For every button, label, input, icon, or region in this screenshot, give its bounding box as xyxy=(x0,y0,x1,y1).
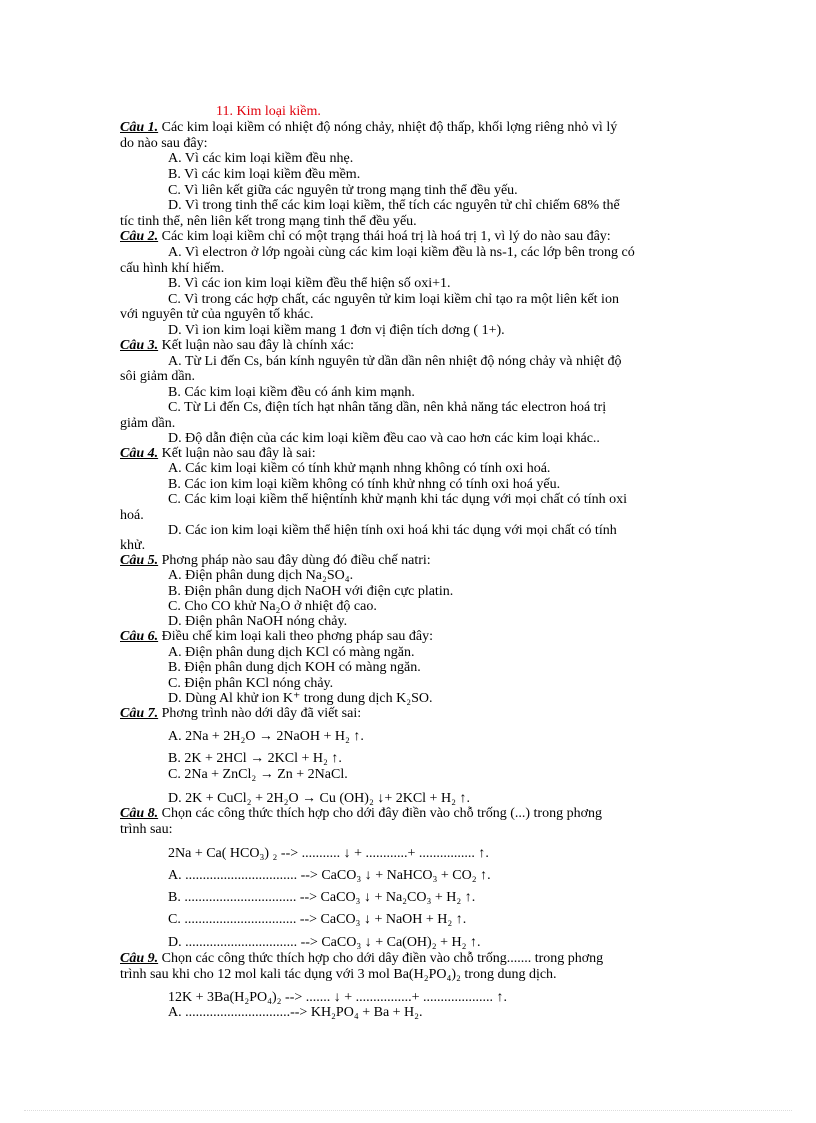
text-line xyxy=(168,990,507,1006)
text-line xyxy=(168,660,421,676)
line-text: A. ..............................--> KH₂PO₄ + Ba + H₂. xyxy=(168,1005,423,1020)
text-line xyxy=(168,183,518,199)
text-line xyxy=(168,846,489,862)
line-text: cấu hình khí hiếm. xyxy=(120,261,225,276)
text-line xyxy=(168,276,451,292)
text-line xyxy=(168,614,347,630)
line-text: Phơng trình nào dới dây đã viết sai: xyxy=(158,706,362,721)
line-text: Các kim loại kiềm chỉ có một trạng thái hoá trị là hoá trị 1, vì lý do nào sau đây: xyxy=(158,229,611,244)
line-text: D. 2K + CuCl₂ + 2H₂O → Cu (OH)₂ ↓+ 2KCl + H₂ ↑. xyxy=(168,791,470,806)
text-line xyxy=(168,729,364,745)
text-line xyxy=(168,676,333,692)
text-line xyxy=(120,214,417,230)
question-heading-line xyxy=(120,446,316,462)
question-label: Câu 2. xyxy=(120,229,159,244)
line-text: do nào sau đây: xyxy=(120,136,208,151)
text-line xyxy=(168,599,377,615)
line-text: với nguyên tử của nguyên tố khác. xyxy=(120,307,314,322)
line-text: D. Vì ion kim loại kiềm mang 1 đơn vị điện tích dơng ( 1+). xyxy=(168,323,505,338)
line-text: D. Dùng Al khử ion K⁺ trong dung dịch K₂SO. xyxy=(168,691,433,706)
line-text: A. Các kim loại kiềm có tính khử mạnh nhng không có tính oxi hoá. xyxy=(168,461,551,476)
text-line xyxy=(168,868,491,884)
question-label: Câu 4. xyxy=(120,446,159,461)
question-label: Câu 6. xyxy=(120,629,159,644)
line-text: D. Các ion kim loại kiềm thể hiện tính oxi hoá khi tác dụng với mọi chất có tính xyxy=(168,523,617,538)
text-line xyxy=(168,385,415,401)
line-text: Phơng pháp nào sau đây dùng đó điều chế natri: xyxy=(158,553,431,568)
text-line xyxy=(168,492,627,508)
question-heading-line xyxy=(120,553,431,569)
line-text: A. ................................ --> CaCO₃ ↓ + NaHCO₃ + CO₂ ↑. xyxy=(168,868,491,883)
line-text: Điều chế kim loại kali theo phơng pháp sau đây: xyxy=(158,629,434,644)
text-line xyxy=(168,477,560,493)
text-line xyxy=(168,198,620,214)
text-line xyxy=(168,431,600,447)
text-line xyxy=(120,261,224,277)
line-text: C. Từ Li đến Cs, điện tích hạt nhân tăng dần, nên khả năng tác electron hoá trị xyxy=(168,400,607,415)
question-heading-line xyxy=(120,629,433,645)
line-text: B. Vì các ion kim loại kiềm đều thể hiện số oxi+1. xyxy=(168,276,451,291)
text-line xyxy=(168,245,635,261)
question-heading-line xyxy=(120,120,617,136)
question-label: Câu 5. xyxy=(120,553,159,568)
text-line xyxy=(120,508,144,524)
text-line xyxy=(168,584,453,600)
text-line xyxy=(168,523,617,539)
text-line xyxy=(168,935,480,951)
line-text: D. Độ dẫn điện của các kim loại kiềm đều cao và cao hơn các kim loại khác.. xyxy=(168,431,600,446)
line-text: A. Vì các kim loại kiềm đều nhẹ. xyxy=(168,151,354,166)
text-line xyxy=(120,538,145,554)
line-text: C. Vì liên kết giữa các nguyên tử trong mạng tinh thể đều yếu. xyxy=(168,183,518,198)
question-heading-line xyxy=(120,706,361,722)
text-line xyxy=(168,912,466,928)
line-text: B. ................................ --> CaCO₃ ↓ + Na₂CO₃ + H₂ ↑. xyxy=(168,890,476,905)
line-text: C. 2Na + ZnCl₂ → Zn + 2NaCl. xyxy=(168,767,348,782)
text-line xyxy=(168,292,619,308)
text-line xyxy=(168,1005,423,1021)
text-line xyxy=(120,822,173,838)
question-label: Câu 9. xyxy=(120,951,159,966)
line-text: Các kim loại kiềm có nhiệt độ nóng chảy, nhiệt độ thấp, khối lợng riêng nhỏ vì lý xyxy=(158,120,618,135)
question-heading-line xyxy=(120,229,611,245)
line-text: giảm dần. xyxy=(120,416,176,431)
page-bottom-divider xyxy=(24,1110,792,1111)
text-line xyxy=(168,890,475,906)
line-text: B. 2K + 2HCl → 2KCl + H₂ ↑. xyxy=(168,751,342,766)
section-title: 11. Kim loại kiềm. xyxy=(216,104,321,119)
line-text: trình sau: xyxy=(120,822,173,837)
text-line xyxy=(168,645,415,661)
line-text: Chọn các công thức thích hợp cho dới dây điền vào chỗ trống....... trong phơng xyxy=(158,951,604,966)
line-text: khử. xyxy=(120,538,146,553)
line-text: Kết luận nào sau đây là sai: xyxy=(158,446,316,461)
line-text: C. ................................ --> CaCO₃ ↓ + NaOH + H₂ ↑. xyxy=(168,912,467,927)
text-line xyxy=(168,323,505,339)
line-text: A. 2Na + 2H₂O → 2NaOH + H₂ ↑. xyxy=(168,729,364,744)
line-text: Chọn các công thức thích hợp cho dới đây điền vào chỗ trống (...) trong phơng xyxy=(158,806,602,821)
line-text: B. Các kim loại kiềm đều có ánh kim mạnh. xyxy=(168,385,415,400)
line-text: B. Vì các kim loại kiềm đều mềm. xyxy=(168,167,361,182)
line-text: A. Từ Li đến Cs, bán kính nguyên tử dần dần nên nhiệt độ nóng chảy và nhiệt độ xyxy=(168,354,622,369)
text-line xyxy=(120,967,557,983)
line-text: B. Điện phân dung dịch NaOH với điện cực platin. xyxy=(168,584,454,599)
line-text: C. Điện phân KCl nóng chảy. xyxy=(168,676,334,691)
line-text: B. Điện phân dung dịch KOH có màng ngăn. xyxy=(168,660,421,675)
line-text: A. Điện phân dung dịch Na₂SO₄. xyxy=(168,568,354,583)
line-text: trình sau khi cho 12 mol kali tác dụng với 3 mol Ba(H₂PO₄)₂ trong dung dịch. xyxy=(120,967,557,982)
question-label: Câu 8. xyxy=(120,806,159,821)
line-text: B. Các ion kim loại kiềm không có tính khử nhng có tính oxi hoá yếu. xyxy=(168,477,561,492)
text-line xyxy=(168,167,360,183)
text-line xyxy=(120,307,313,323)
text-line xyxy=(168,354,622,370)
text-line xyxy=(120,416,175,432)
line-text: C. Vì trong các hợp chất, các nguyên tử kim loại kiềm chỉ tạo ra một liên kết ion xyxy=(168,292,619,307)
line-text: hoá. xyxy=(120,508,144,523)
line-text: 2Na + Ca( HCO₃) ₂ --> ........... ↓ + ............+ ................ ↑. xyxy=(168,846,489,861)
question-heading-line xyxy=(120,338,354,354)
text-line xyxy=(168,568,353,584)
question-label: Câu 1. xyxy=(120,120,159,135)
text-line xyxy=(168,151,353,167)
line-text: D. ................................ --> CaCO₃ ↓ + Ca(OH)₂ + H₂ ↑. xyxy=(168,935,481,950)
text-line xyxy=(168,791,470,807)
question-heading-line xyxy=(120,806,602,822)
line-text: A. Vì electron ở lớp ngoài cùng các kim loại kiềm đều là ns-1, các lớp bên trong có xyxy=(168,245,635,260)
text-line xyxy=(120,136,207,152)
line-text: Kết luận nào sau đây là chính xác: xyxy=(158,338,355,353)
text-line xyxy=(168,400,606,416)
line-text: A. Điện phân dung dịch KCl có màng ngăn. xyxy=(168,645,415,660)
text-line xyxy=(168,461,550,477)
text-line xyxy=(168,767,348,783)
line-text: 12K + 3Ba(H₂PO₄)₂ --> ....... ↓ + ................+ .................... ↑. xyxy=(168,990,508,1005)
line-text: D. Vì trong tinh thể các kim loại kiềm, thể tích các nguyên tử chỉ chiếm 68% thể xyxy=(168,198,620,213)
line-text: sôi giảm dần. xyxy=(120,369,196,384)
text-line xyxy=(168,691,432,707)
line-text: C. Cho CO khử Na₂O ở nhiệt độ cao. xyxy=(168,599,377,614)
text-line xyxy=(120,369,195,385)
question-label: Câu 3. xyxy=(120,338,159,353)
text-line xyxy=(168,751,342,767)
line-text: C. Các kim loại kiềm thể hiệntính khử mạnh khi tác dụng với mọi chất có tính oxi xyxy=(168,492,628,507)
line-text: D. Điện phân NaOH nóng chảy. xyxy=(168,614,348,629)
question-label: Câu 7. xyxy=(120,706,159,721)
question-heading-line xyxy=(120,951,603,967)
line-text: tíc tinh thể, nên liên kết trong mạng tinh thể đều yếu. xyxy=(120,214,417,229)
